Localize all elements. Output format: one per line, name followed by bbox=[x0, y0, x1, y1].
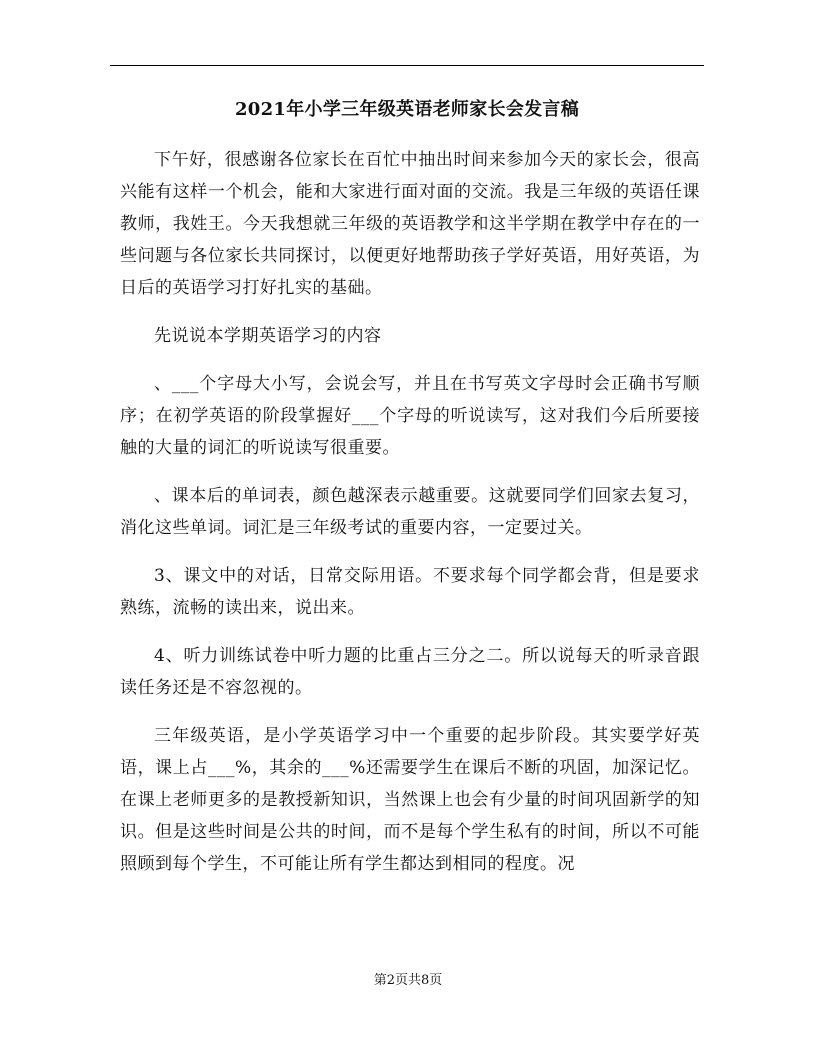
paragraph-grade-three: 三年级英语，是小学英语学习中一个重要的起步阶段。其实要学好英语，课上占___%，其余的___%还需要学生在课后不断的巩固，加深记忆。在课上老师更多的是教授新知识，当然课上也会有少量的时间巩固新学的知识。但是这些时间是公共的时间，而不是每个学生私有的时间，所以不可能照顾到每个学生，不可能让所有学生都达到相同的程度。况 bbox=[120, 726, 700, 874]
page-number: 第2页共8页 bbox=[373, 973, 443, 988]
paragraph-item-listening: 4、听力训练试卷中听力题的比重占三分之二。所以说每天的听录音跟读任务还是不容忽视的。 bbox=[120, 646, 700, 698]
paragraph-item-wordlist: 、课本后的单词表，颜色越深表示越重要。这就要同学们回家去复习，消化这些单词。词汇是三年级考试的重要内容，一定要过关。 bbox=[120, 486, 700, 538]
paragraph-section-heading: 先说说本学期英语学习的内容 bbox=[154, 326, 382, 346]
paragraph-item-dialogues: 3、课文中的对话，日常交际用语。不要求每个同学都会背，但是要求熟练，流畅的读出来，说出来。 bbox=[120, 566, 700, 618]
paragraph-item-letters: 、___个字母大小写，会说会写，并且在书写英文字母时会正确书写顺序；在初学英语的阶段掌握好___个字母的听说读写，这对我们今后所要接触的大量的词汇的听说读写很重要。 bbox=[120, 374, 700, 458]
document-body bbox=[120, 144, 700, 896]
paragraph-greeting: 下午好，很感谢各位家长在百忙中抽出时间来参加今天的家长会，很高兴能有这样一个机会，能和大家进行面对面的交流。我是三年级的英语任课教师，我姓王。今天我想就三年级的英语教学和这半学期在教学中存在的一些问题与各位家长共同探讨，以便更好地帮助孩子学好英语，用好英语，为日后的英语学习打好扎实的基础。 bbox=[120, 150, 700, 298]
document-title: 2021年小学三年级英语老师家长会发言稿 bbox=[234, 99, 580, 120]
header-rule bbox=[110, 65, 704, 66]
